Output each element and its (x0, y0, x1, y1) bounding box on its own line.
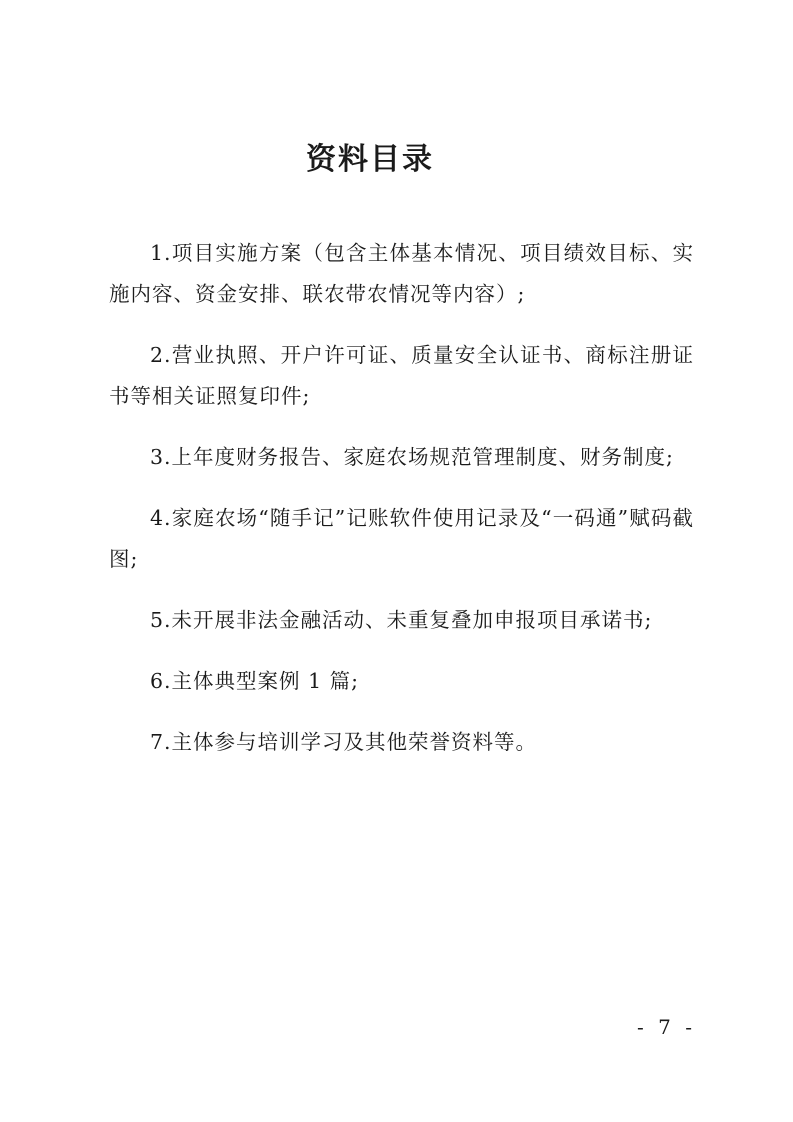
list-item: 3.上年度财务报告、家庭农场规范管理制度、财务制度; (150, 445, 674, 469)
page-title: 资料目录 (306, 142, 434, 177)
page-number: - 7 - (637, 1015, 696, 1039)
list-item: 1.项目实施方案（包含主体基本情况、项目绩效目标、实施内容、资金安排、联农带农情况等内容）; (109, 241, 694, 306)
list-item: 4.家庭农场“随手记”记账软件使用记录及“一码通”赋码截图; (109, 506, 694, 571)
list-item: 6.主体典型案例 1 篇; (150, 669, 360, 693)
list-item: 5.未开展非法金融活动、未重复叠加申报项目承诺书; (150, 608, 653, 632)
list-item: 2.营业执照、开户许可证、质量安全认证书、商标注册证书等相关证照复印件; (109, 343, 694, 408)
list-item: 7.主体参与培训学习及其他荣誉资料等。 (150, 730, 538, 754)
materials-list (109, 233, 694, 783)
